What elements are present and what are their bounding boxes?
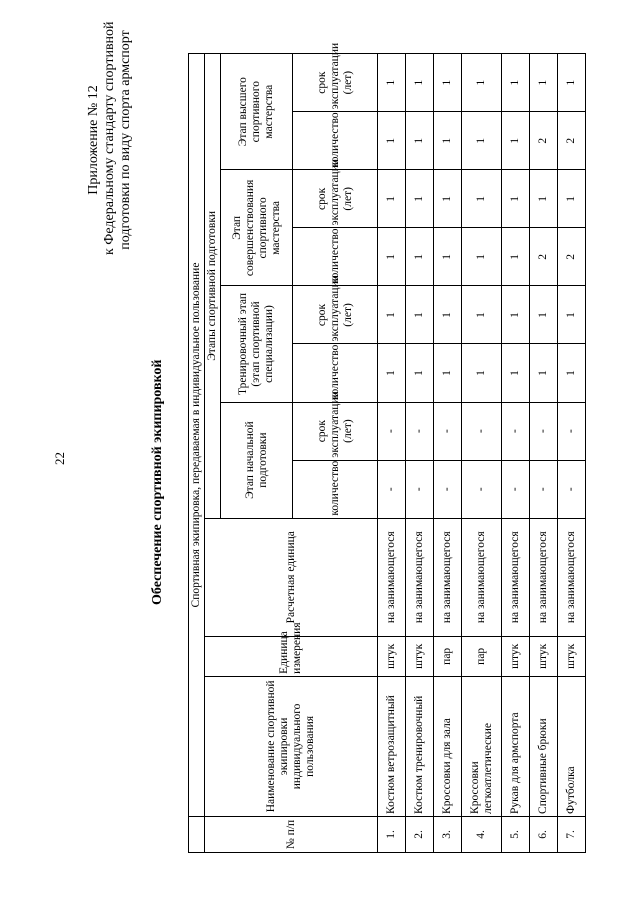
cell-qty: 1 bbox=[406, 228, 434, 286]
cell-qty: 2 bbox=[530, 112, 558, 170]
cell-name: Костюм тренировочный bbox=[406, 676, 434, 816]
table-row bbox=[434, 54, 462, 853]
cell-term: 1 bbox=[462, 286, 502, 344]
header-name: Наименование спортивной экипировки индивидуального пользования bbox=[205, 676, 378, 816]
cell-qty: - bbox=[406, 460, 434, 518]
cell-calc: на занимающегося bbox=[502, 518, 530, 636]
group-header: Спортивная экипировка, передаваемая в индивидуальное пользование bbox=[189, 54, 205, 817]
stage-improvement: Этап совершенствования спортивного мастерства bbox=[221, 170, 293, 286]
cell-calc: на занимающегося bbox=[530, 518, 558, 636]
stage-training: Тренировочный этап (этап спортивной специализации) bbox=[221, 286, 293, 402]
cell-unit: штук bbox=[406, 636, 434, 676]
sub-qty: количество bbox=[293, 228, 378, 286]
appendix-line: к Федеральному стандарту спортивной bbox=[102, 21, 117, 255]
equipment-table bbox=[188, 42, 586, 853]
cell-term: - bbox=[530, 402, 558, 460]
sub-term: срок эксплуатации (лет) bbox=[293, 286, 378, 344]
cell-qty: 1 bbox=[462, 112, 502, 170]
cell-name: Футболка bbox=[558, 676, 586, 816]
cell-qty: - bbox=[378, 460, 406, 518]
cell-qty: 1 bbox=[502, 344, 530, 402]
header-calc: Расчетная единица bbox=[205, 518, 378, 636]
sub-qty: количество bbox=[293, 344, 378, 402]
cell-qty: 1 bbox=[434, 228, 462, 286]
sub-term: срок эксплуатации (лет) bbox=[293, 402, 378, 460]
sub-term: срок эксплуатации (лет) bbox=[293, 170, 378, 228]
cell-name: Рукав для армспорта bbox=[502, 676, 530, 816]
stage-initial: Этап начальной подготовки bbox=[221, 402, 293, 518]
cell-qty: 1 bbox=[434, 344, 462, 402]
cell-name: Костюм ветрозащитный bbox=[378, 676, 406, 816]
cell-qty: 1 bbox=[406, 112, 434, 170]
cell-term: - bbox=[462, 402, 502, 460]
sub-qty: количество bbox=[293, 460, 378, 518]
header-unit: Единица измерения bbox=[205, 636, 378, 676]
cell-term: 1 bbox=[434, 170, 462, 228]
appendix-line: подготовки по виду спорта армспорт bbox=[118, 30, 133, 250]
cell-qty: 1 bbox=[502, 112, 530, 170]
cell-term: 1 bbox=[530, 286, 558, 344]
cell-qty: 1 bbox=[462, 344, 502, 402]
cell-qty: - bbox=[530, 460, 558, 518]
cell-unit: пар bbox=[462, 636, 502, 676]
cell-term: 1 bbox=[378, 54, 406, 112]
cell-unit: штук bbox=[378, 636, 406, 676]
cell-term: 1 bbox=[462, 54, 502, 112]
cell-term: 1 bbox=[558, 54, 586, 112]
cell-calc: на занимающегося bbox=[462, 518, 502, 636]
cell-term: - bbox=[502, 402, 530, 460]
cell-num: 3. bbox=[434, 816, 462, 852]
cell-term: 1 bbox=[502, 170, 530, 228]
cell-term: 1 bbox=[434, 286, 462, 344]
cell-name: Спортивные брюки bbox=[530, 676, 558, 816]
cell-qty: 1 bbox=[406, 344, 434, 402]
cell-calc: на занимающегося bbox=[406, 518, 434, 636]
cell-qty: - bbox=[502, 460, 530, 518]
header-spacer bbox=[189, 816, 205, 852]
cell-qty: 1 bbox=[378, 112, 406, 170]
cell-term: 1 bbox=[406, 170, 434, 228]
cell-term: 1 bbox=[406, 54, 434, 112]
table-row bbox=[530, 54, 558, 853]
cell-term: 1 bbox=[378, 286, 406, 344]
sub-term: срок эксплуатации (лет) bbox=[293, 54, 378, 112]
document-title: Обеспечение спортивной экипировкой bbox=[150, 359, 165, 605]
sub-qty: количество bbox=[293, 112, 378, 170]
cell-qty: 2 bbox=[558, 112, 586, 170]
cell-unit: штук bbox=[502, 636, 530, 676]
cell-num: 5. bbox=[502, 816, 530, 852]
cell-num: 2. bbox=[406, 816, 434, 852]
cell-term: 1 bbox=[558, 170, 586, 228]
cell-term: 1 bbox=[406, 286, 434, 344]
cell-term: 1 bbox=[462, 170, 502, 228]
stages-header: Этапы спортивной подготовки bbox=[205, 54, 221, 519]
cell-qty: - bbox=[462, 460, 502, 518]
cell-term: - bbox=[406, 402, 434, 460]
appendix-caption bbox=[86, 21, 134, 255]
cell-term: - bbox=[434, 402, 462, 460]
cell-term: 1 bbox=[434, 54, 462, 112]
table-row bbox=[502, 54, 530, 853]
cell-unit: штук bbox=[530, 636, 558, 676]
cell-term: - bbox=[558, 402, 586, 460]
cell-calc: на занимающегося bbox=[378, 518, 406, 636]
cell-qty: 2 bbox=[530, 228, 558, 286]
header-num: № п/п bbox=[205, 816, 378, 852]
cell-qty: 2 bbox=[558, 228, 586, 286]
cell-calc: на занимающегося bbox=[434, 518, 462, 636]
cell-num: 4. bbox=[462, 816, 502, 852]
cell-qty: 1 bbox=[434, 112, 462, 170]
cell-qty: 1 bbox=[558, 344, 586, 402]
cell-qty: - bbox=[434, 460, 462, 518]
cell-num: 1. bbox=[378, 816, 406, 852]
cell-unit: штук bbox=[558, 636, 586, 676]
cell-num: 6. bbox=[530, 816, 558, 852]
cell-term: 1 bbox=[502, 286, 530, 344]
table-row bbox=[406, 54, 434, 853]
cell-term: 1 bbox=[530, 54, 558, 112]
cell-qty: 1 bbox=[378, 228, 406, 286]
cell-name: Кроссовки для зала bbox=[434, 676, 462, 816]
table-row bbox=[462, 54, 502, 853]
cell-term: - bbox=[378, 402, 406, 460]
cell-qty: 1 bbox=[378, 344, 406, 402]
cell-term: 1 bbox=[378, 170, 406, 228]
page-number: 22 bbox=[52, 452, 67, 465]
cell-qty: 1 bbox=[530, 344, 558, 402]
cell-unit: пар bbox=[434, 636, 462, 676]
cell-calc: на занимающегося bbox=[558, 518, 586, 636]
table-row bbox=[558, 54, 586, 853]
cell-term: 1 bbox=[558, 286, 586, 344]
cell-qty: 1 bbox=[462, 228, 502, 286]
cell-qty: - bbox=[558, 460, 586, 518]
appendix-line: Приложение № 12 bbox=[86, 85, 101, 195]
stage-higher: Этап высшего спортивного мастерства bbox=[221, 54, 293, 170]
cell-qty: 1 bbox=[502, 228, 530, 286]
cell-term: 1 bbox=[502, 54, 530, 112]
cell-num: 7. bbox=[558, 816, 586, 852]
cell-name: Кроссовки легкоатлетические bbox=[462, 676, 502, 816]
table-row bbox=[378, 54, 406, 853]
cell-term: 1 bbox=[530, 170, 558, 228]
